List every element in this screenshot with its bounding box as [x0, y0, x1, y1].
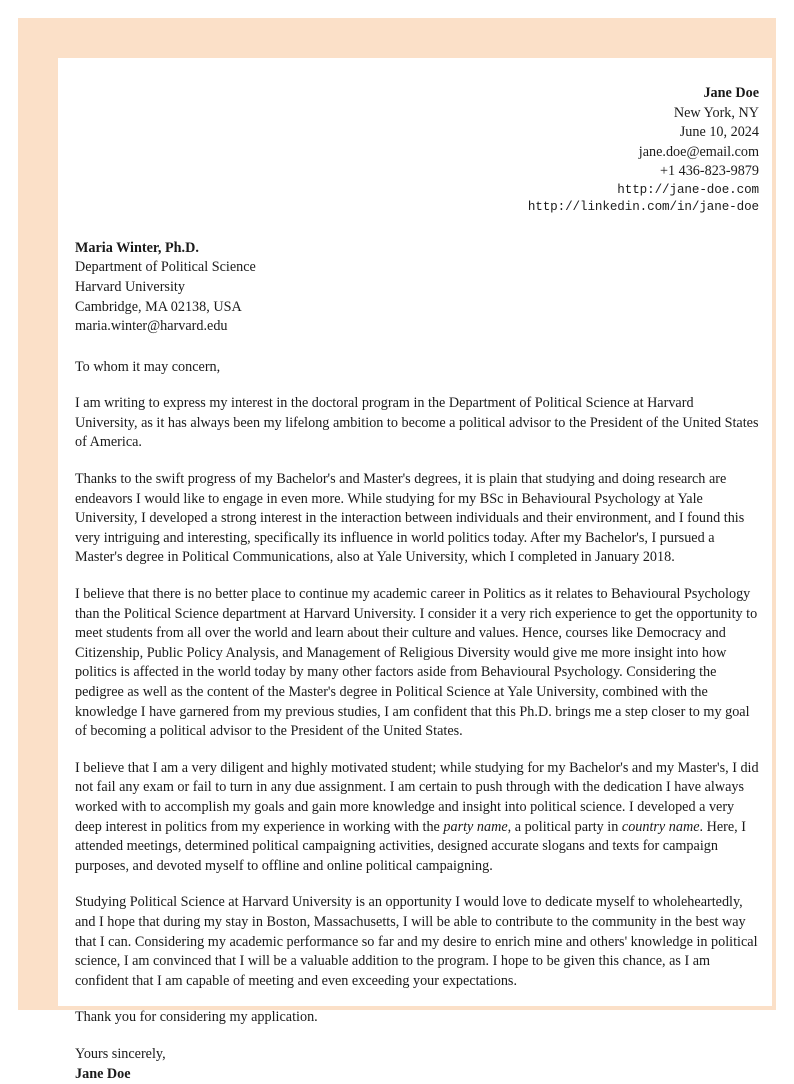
- recipient-address: Cambridge, MA 02138, USA: [75, 298, 759, 318]
- paragraph-4-text-part-3: . Here, I attended meetings, determined political campaigning activities, designed accurate slogans and texts for campaign purposes, and devoted myself to offline and online political campaigning.: [75, 819, 746, 874]
- body-paragraph-5: Studying Political Science at Harvard University is an opportunity I would love to dedicate myself to wholeheartedly, and I hope that during my stay in Boston, Massachusetts, I will be able to contribute to the community in the best way that I can. Considering my academic performance so far and my desire to enrich mine and others' knowledge in political science, I am convinced that I will be a valuable addition to the program. I hope to be given this chance, as I am confident that I am capable of meeting and even exceeding your expectations.: [75, 893, 759, 991]
- sender-email: jane.doe@email.com: [75, 143, 759, 163]
- recipient-email: maria.winter@harvard.edu: [75, 317, 759, 337]
- paragraph-4-text-part-2: , a political party in: [508, 819, 622, 835]
- signature-name: Jane Doe: [75, 1065, 759, 1084]
- sender-phone: +1 436-823-9879: [75, 162, 759, 182]
- body-paragraph-3: I believe that there is no better place to continue my academic career in Politics as it relates to Behavioural Psychology than the Political Science department at Harvard University. I consider it a very rich experience to get the opportunity to meet students from all over the world and learn about their culture and values. Hence, courses like Democracy and Citizenship, Public Policy Analysis, and Management of Religious Diversity would give me more insight into how politics is affected in the world today by many other factors aside from Behavioural Psychology. Considering the pedigree as well as the content of the Master's degree in Political Science at Yale University, combined with the knowledge I have garnered from my previous studies, I am confident that this Ph.D. brings me a step closer to my goal of becoming a political advisor to the President of the United States.: [75, 585, 759, 742]
- letter-date: June 10, 2024: [75, 123, 759, 143]
- sender-website-link[interactable]: http://jane-doe.com: [75, 182, 759, 199]
- salutation: To whom it may concern,: [75, 358, 759, 378]
- placeholder-country-name: country name: [622, 819, 700, 835]
- body-paragraph-2: Thanks to the swift progress of my Bachelor's and Master's degrees, it is plain that studying and doing research are endeavors I would like to engage in even more. While studying for my BSc in Behavioural Psychology at Yale University, I developed a strong interest in the interaction between individuals and their environment, and I found this very intriguing and interesting, specifically its influence in world politics today. After my Bachelor's, I pursued a Master's degree in Political Communications, also at Yale University, which I completed in January 2018.: [75, 470, 759, 568]
- recipient-department: Department of Political Science: [75, 258, 759, 278]
- body-paragraph-4: [75, 759, 759, 877]
- closing-block: [75, 1045, 759, 1084]
- sender-header-block: [75, 84, 759, 217]
- recipient-institution: Harvard University: [75, 278, 759, 298]
- recipient-name: Maria Winter, Ph.D.: [75, 239, 759, 259]
- recipient-block: [75, 239, 759, 337]
- paragraph-4-text-part-1: I believe that I am a very diligent and highly motivated student; while studying for my Bachelor's and my Master's, I did not fail any exam or fail to turn in any due assignment. I am certain to push through with the dedication I have always worked with to accomplish my goals and gain more knowledge and insight into political science. I developed a very deep interest in politics from my experience in working with the: [75, 760, 759, 835]
- body-paragraph-1: I am writing to express my interest in the doctoral program in the Department of Political Science at Harvard University, as it has always been my lifelong ambition to become a political advisor to the President of the United States of America.: [75, 394, 759, 453]
- sender-name: Jane Doe: [75, 84, 759, 104]
- body-paragraph-6: Thank you for considering my application.: [75, 1008, 759, 1028]
- sender-city: New York, NY: [75, 104, 759, 124]
- valediction: Yours sincerely,: [75, 1045, 759, 1065]
- page-border-frame: [18, 18, 776, 1010]
- letter-page: [58, 58, 772, 1006]
- letter-content: [75, 84, 759, 1084]
- sender-linkedin-link[interactable]: http://linkedin.com/in/jane-doe: [75, 199, 759, 216]
- placeholder-party-name: party name: [443, 819, 507, 835]
